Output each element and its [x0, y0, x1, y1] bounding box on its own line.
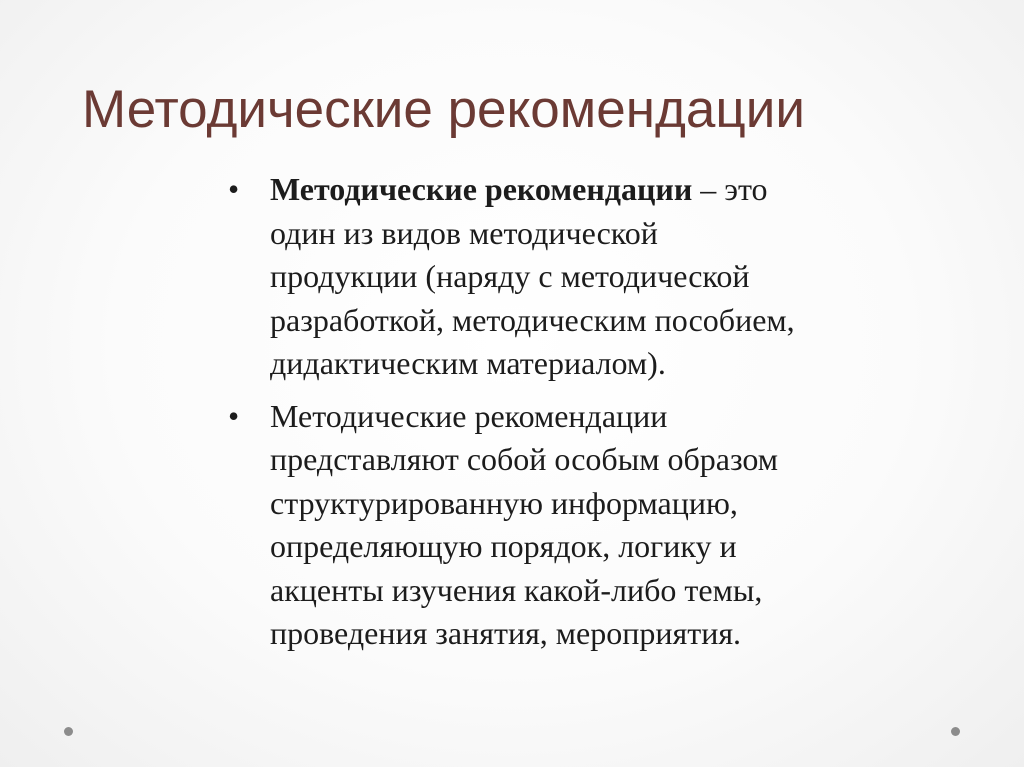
bullet-marker: •	[228, 171, 240, 207]
bullet-line: определяющую порядок, логику и	[270, 528, 737, 564]
corner-dot-left	[64, 727, 73, 736]
bullet-line: Методические рекомендации	[270, 397, 668, 434]
bullet-item-description	[228, 395, 988, 656]
line-text: – это	[692, 171, 768, 207]
slide-title: Методические рекомендации	[82, 80, 805, 139]
bullet-line: дидактическим материалом).	[270, 345, 666, 381]
bullet-line: разработкой, методическим пособием,	[270, 301, 795, 338]
bullet-line: представляют собой особым образом	[270, 441, 779, 477]
bullet-item-definition	[228, 168, 988, 386]
bullet-line: структурированную информацию,	[270, 484, 738, 521]
bullet-line: один из видов методической	[270, 214, 658, 251]
bullet-list	[228, 168, 988, 665]
bullet-line: проведения занятия, мероприятия.	[270, 615, 742, 651]
bullet-text	[270, 395, 988, 656]
bold-term: Методические рекомендации	[270, 171, 693, 207]
bullet-line	[270, 168, 988, 212]
bullet-text	[270, 168, 988, 386]
bullet-line: акценты изучения какой-либо темы,	[270, 571, 763, 608]
bullet-line: продукции (наряду с методической	[270, 258, 750, 294]
bullet-marker: •	[228, 397, 240, 434]
corner-dot-right	[951, 727, 960, 736]
